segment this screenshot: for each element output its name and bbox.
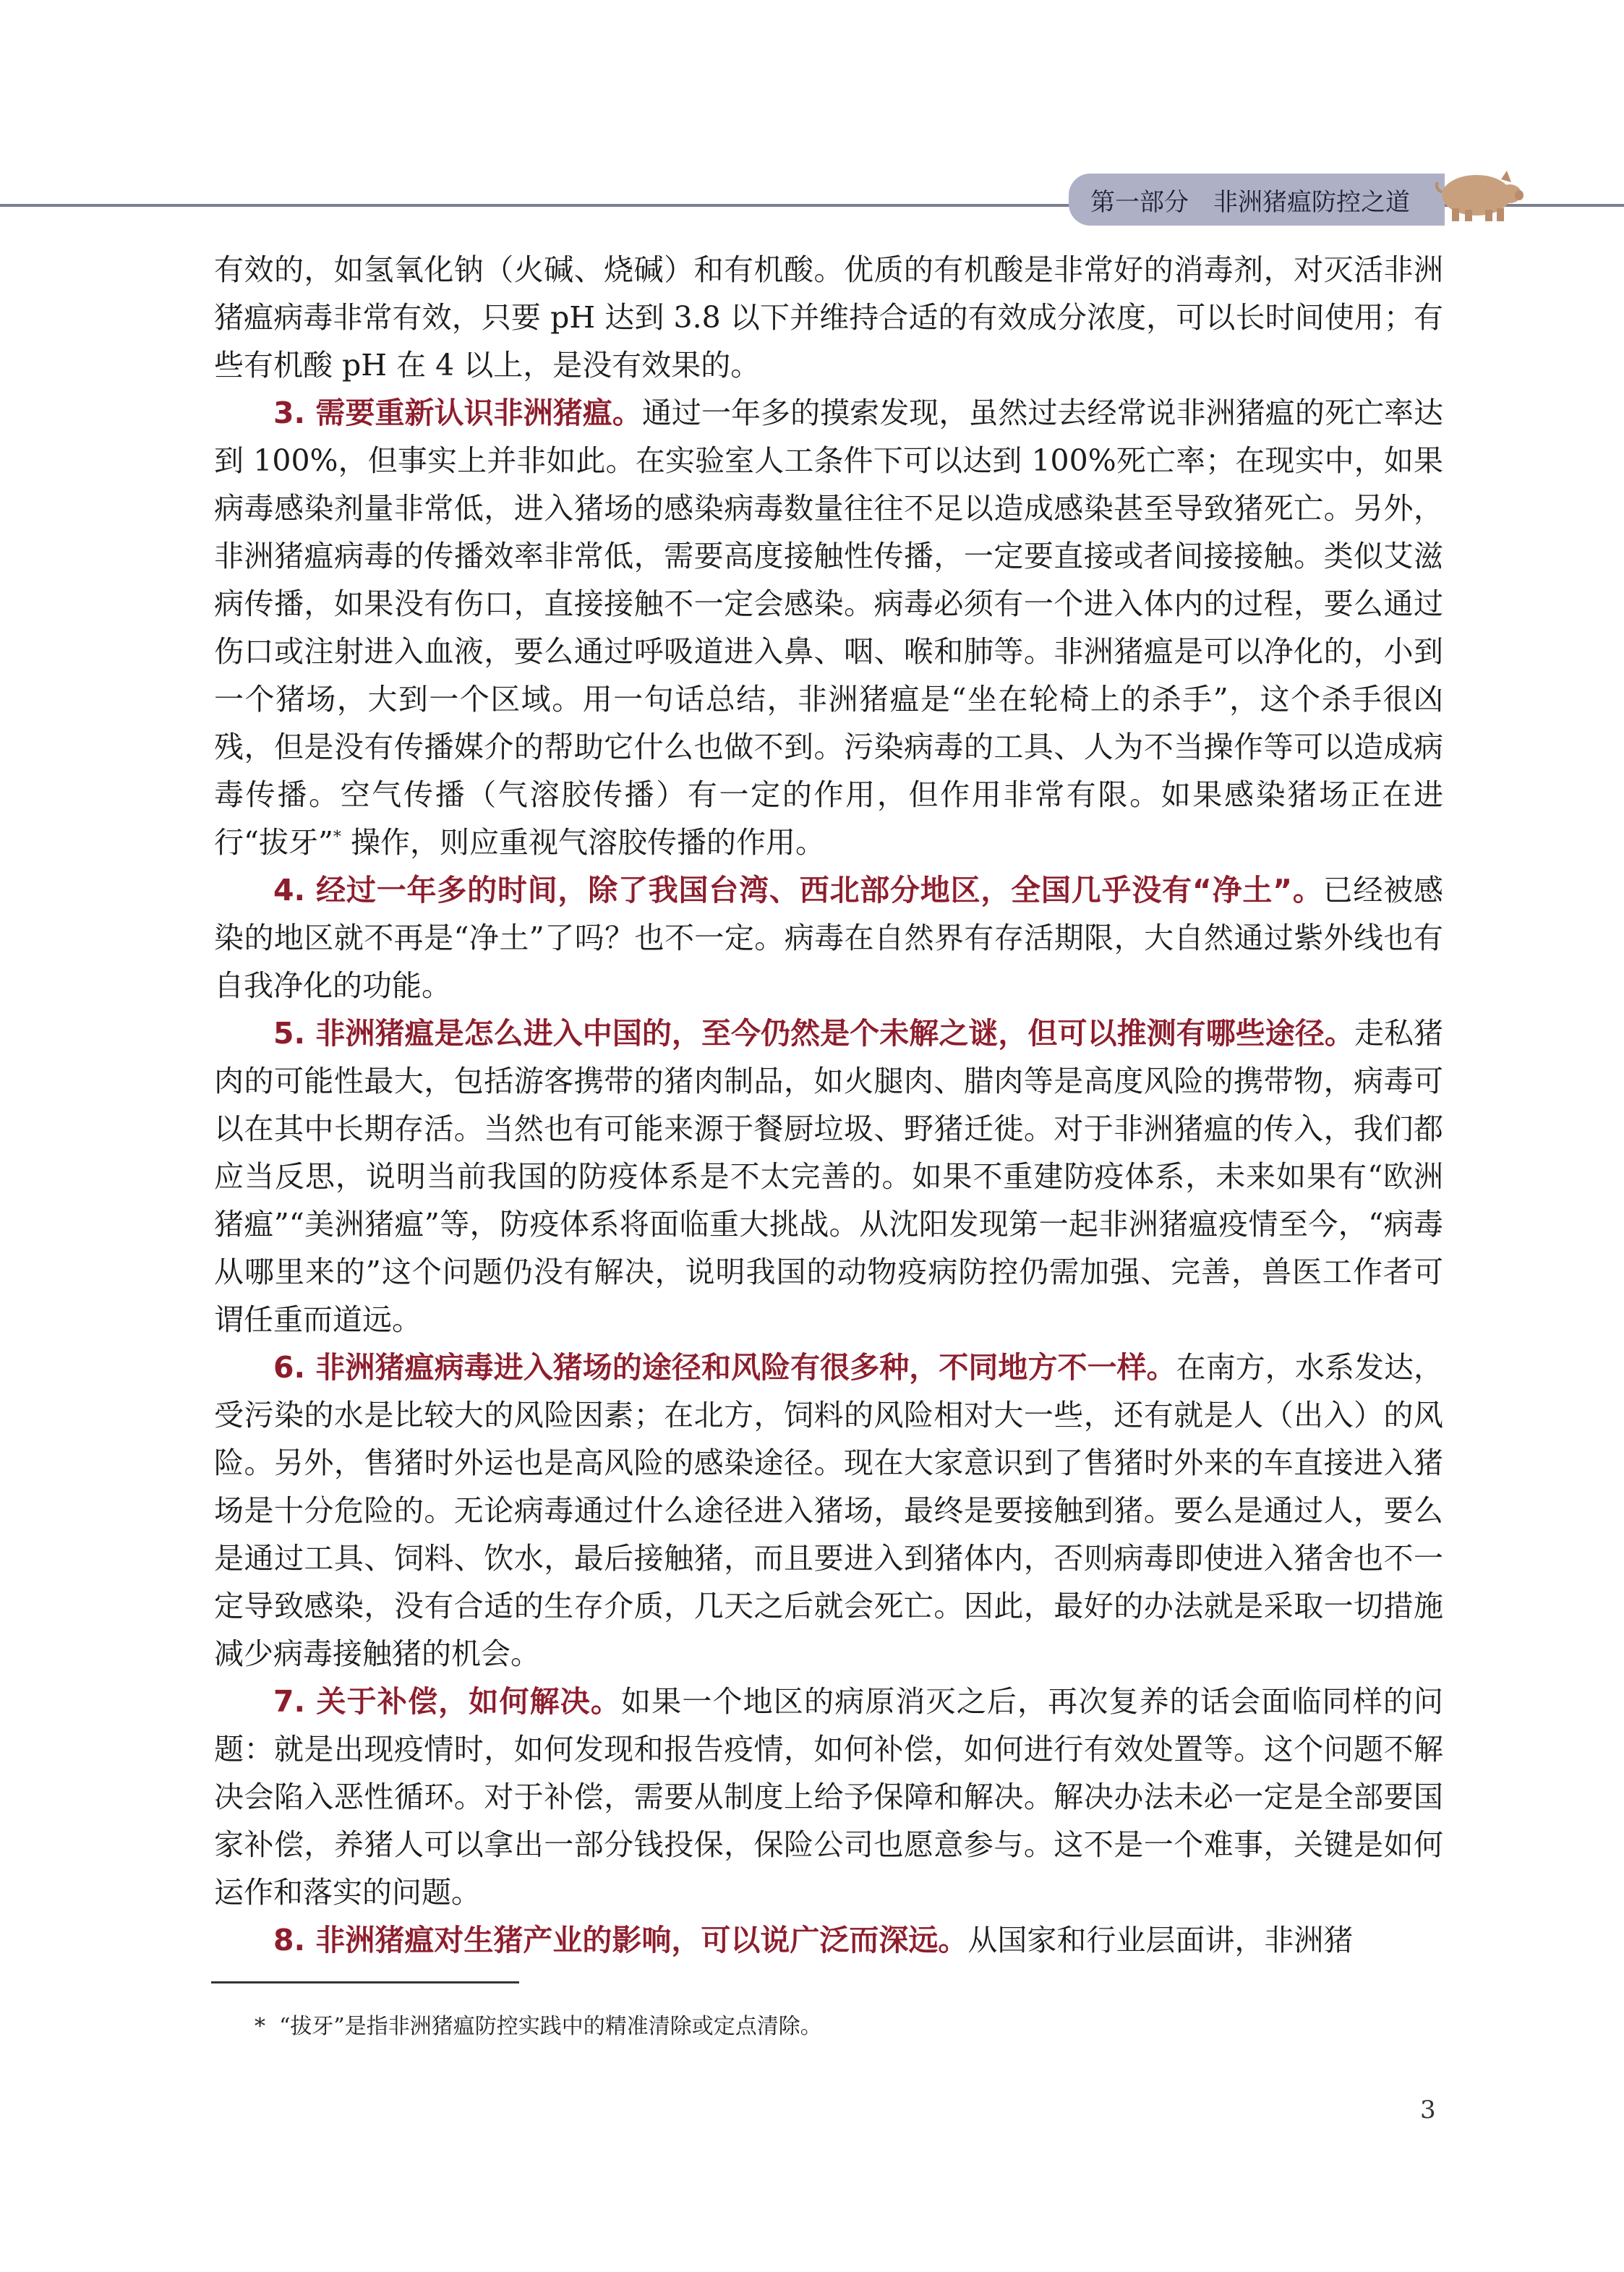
paragraph-8-heading: 8. 非洲猪瘟对生猪产业的影响，可以说广泛而深远。 bbox=[273, 1923, 968, 1957]
paragraph-6-text: 在南方，水系发达，受污染的水是比较大的风险因素；在北方，饲料的风险相对大一些，还有就是人（出入）的风险。另外，售猪时外运也是高风险的感染途径。现在大家意识到了售猪时外来的车直接进入猪场是十分危险的。无论病毒通过什么途径进入猪场，最终是要接触到猪。要么是通过人，要么是通过工具、饲料、饮水，最后接触猪，而且要进入到猪体内，否则病毒即使进入猪舍也不一定导致感染，没有合适的生存介质，几天之后就会死亡。因此，最好的办法就是采取一切措施减少病毒接触猪的机会。 bbox=[214, 1350, 1444, 1671]
header-part: 第一部分 bbox=[1090, 187, 1189, 217]
main-text bbox=[214, 246, 1443, 1964]
paragraph-6 bbox=[214, 1344, 1443, 1678]
paragraph-4-heading: 4. 经过一年多的时间，除了我国台湾、西北部分地区，全国几乎没有“净土”。 bbox=[273, 873, 1323, 907]
footnote-mark: * bbox=[255, 2014, 265, 2039]
footnote bbox=[255, 2010, 1440, 2043]
intro-paragraph: 有效的，如氢氧化钠（火碱、烧碱）和有机酸。优质的有机酸是非常好的消毒剂，对灭活非洲猪瘟病毒非常有效，只要 pH 达到 3.8 以下并维持合适的有效成分浓度，可以长时间使用；有些有机酸 pH 在 4 以上，是没有效果的。 bbox=[214, 252, 1443, 383]
paragraph-4 bbox=[214, 866, 1443, 1009]
paragraph-3 bbox=[214, 389, 1443, 866]
paragraph-4-text: 已经被感染的地区就不再是“净土”了吗？也不一定。病毒在自然界有存活期限，大自然通过紫外线也有自我净化的功能。 bbox=[214, 873, 1443, 1003]
paragraph-3-heading: 3. 需要重新认识非洲猪瘟。 bbox=[273, 396, 642, 430]
paragraph-5 bbox=[214, 1009, 1443, 1344]
footnote-text: “拔牙”是指非洲猪瘟防控实践中的精准清除或定点清除。 bbox=[279, 2014, 822, 2039]
paragraph-7-heading: 7. 关于补偿，如何解决。 bbox=[273, 1684, 622, 1719]
page-number: 3 bbox=[1420, 2096, 1436, 2124]
paragraph-6-heading: 6. 非洲猪瘟病毒进入猪场的途径和风险有很多种，不同地方不一样。 bbox=[273, 1350, 1176, 1385]
running-header bbox=[1069, 174, 1445, 226]
pig-icon bbox=[1432, 163, 1526, 226]
paragraph-5-text: 走私猪肉的可能性最大，包括游客携带的猪肉制品，如火腿肉、腊肉等是高度风险的携带物，病毒可以在其中长期存活。当然也有可能来源于餐厨垃圾、野猪迁徙。对于非洲猪瘟的传入，我们都应当反思，说明当前我国的防疫体系是不太完善的。如果不重建防疫体系，未来如果有“欧洲猪瘟”“美洲猪瘟”等，防疫体系将面临重大挑战。从沈阳发现第一起非洲猪瘟疫情至今，“病毒从哪里来的”这个问题仍没有解决，说明我国的动物疫病防控仍需加强、完善，兽医工作者可谓任重而道远。 bbox=[214, 1016, 1444, 1337]
footnote-ref: * bbox=[333, 828, 341, 847]
header-title: 非洲猪瘟防控之道 bbox=[1213, 187, 1410, 217]
paragraph-7 bbox=[214, 1678, 1443, 1916]
paragraph-8 bbox=[214, 1916, 1443, 1964]
paragraph-7-text: 如果一个地区的病原消灭之后，再次复养的话会面临同样的问题：就是出现疫情时，如何发现和报告疫情，如何补偿，如何进行有效处置等。这个问题不解决会陷入恶性循环。对于补偿，需要从制度上给予保障和解决。解决办法未必一定是全部要国家补偿，养猪人可以拿出一部分钱投保，保险公司也愿意参与。这不是一个难事，关键是如何运作和落实的问题。 bbox=[214, 1684, 1443, 1910]
footnote-rule bbox=[211, 1981, 519, 1983]
paragraph-3-text-end: 操作，则应重视气溶胶传播的作用。 bbox=[350, 825, 825, 860]
paragraph-5-heading: 5. 非洲猪瘟是怎么进入中国的，至今仍然是个未解之谜，但可以推测有哪些途径。 bbox=[273, 1016, 1354, 1051]
paragraph-3-text: 通过一年多的摸索发现，虽然过去经常说非洲猪瘟的死亡率达到 100%，但事实上并非如此。在实验室人工条件下可以达到 100%死亡率；在现实中，如果病毒感染剂量非常低，进入猪场的感染病毒数量往往不足以造成感染甚至导致猪死亡。另外，非洲猪瘟病毒的传播效率非常低，需要高度接触性传播，一定要直接或者间接接触。类似艾滋病传播，如果没有伤口，直接接触不一定会感染。病毒必须有一个进入体内的过程，要么通过伤口或注射进入血液，要么通过呼吸道进入鼻、咽、喉和肺等。非洲猪瘟是可以净化的，小到一个猪场，大到一个区域。用一句话总结，非洲猪瘟是“坐在轮椅上的杀手”，这个杀手很凶残，但是没有传播媒介的帮助它什么也做不到。污染病毒的工具、人为不当操作等可以造成病毒传播。空气传播（气溶胶传播）有一定的作用，但作用非常有限。如果感染猪场正在进行“拔牙” bbox=[214, 396, 1443, 860]
paragraph-8-text: 从国家和行业层面讲，非洲猪 bbox=[967, 1923, 1354, 1957]
